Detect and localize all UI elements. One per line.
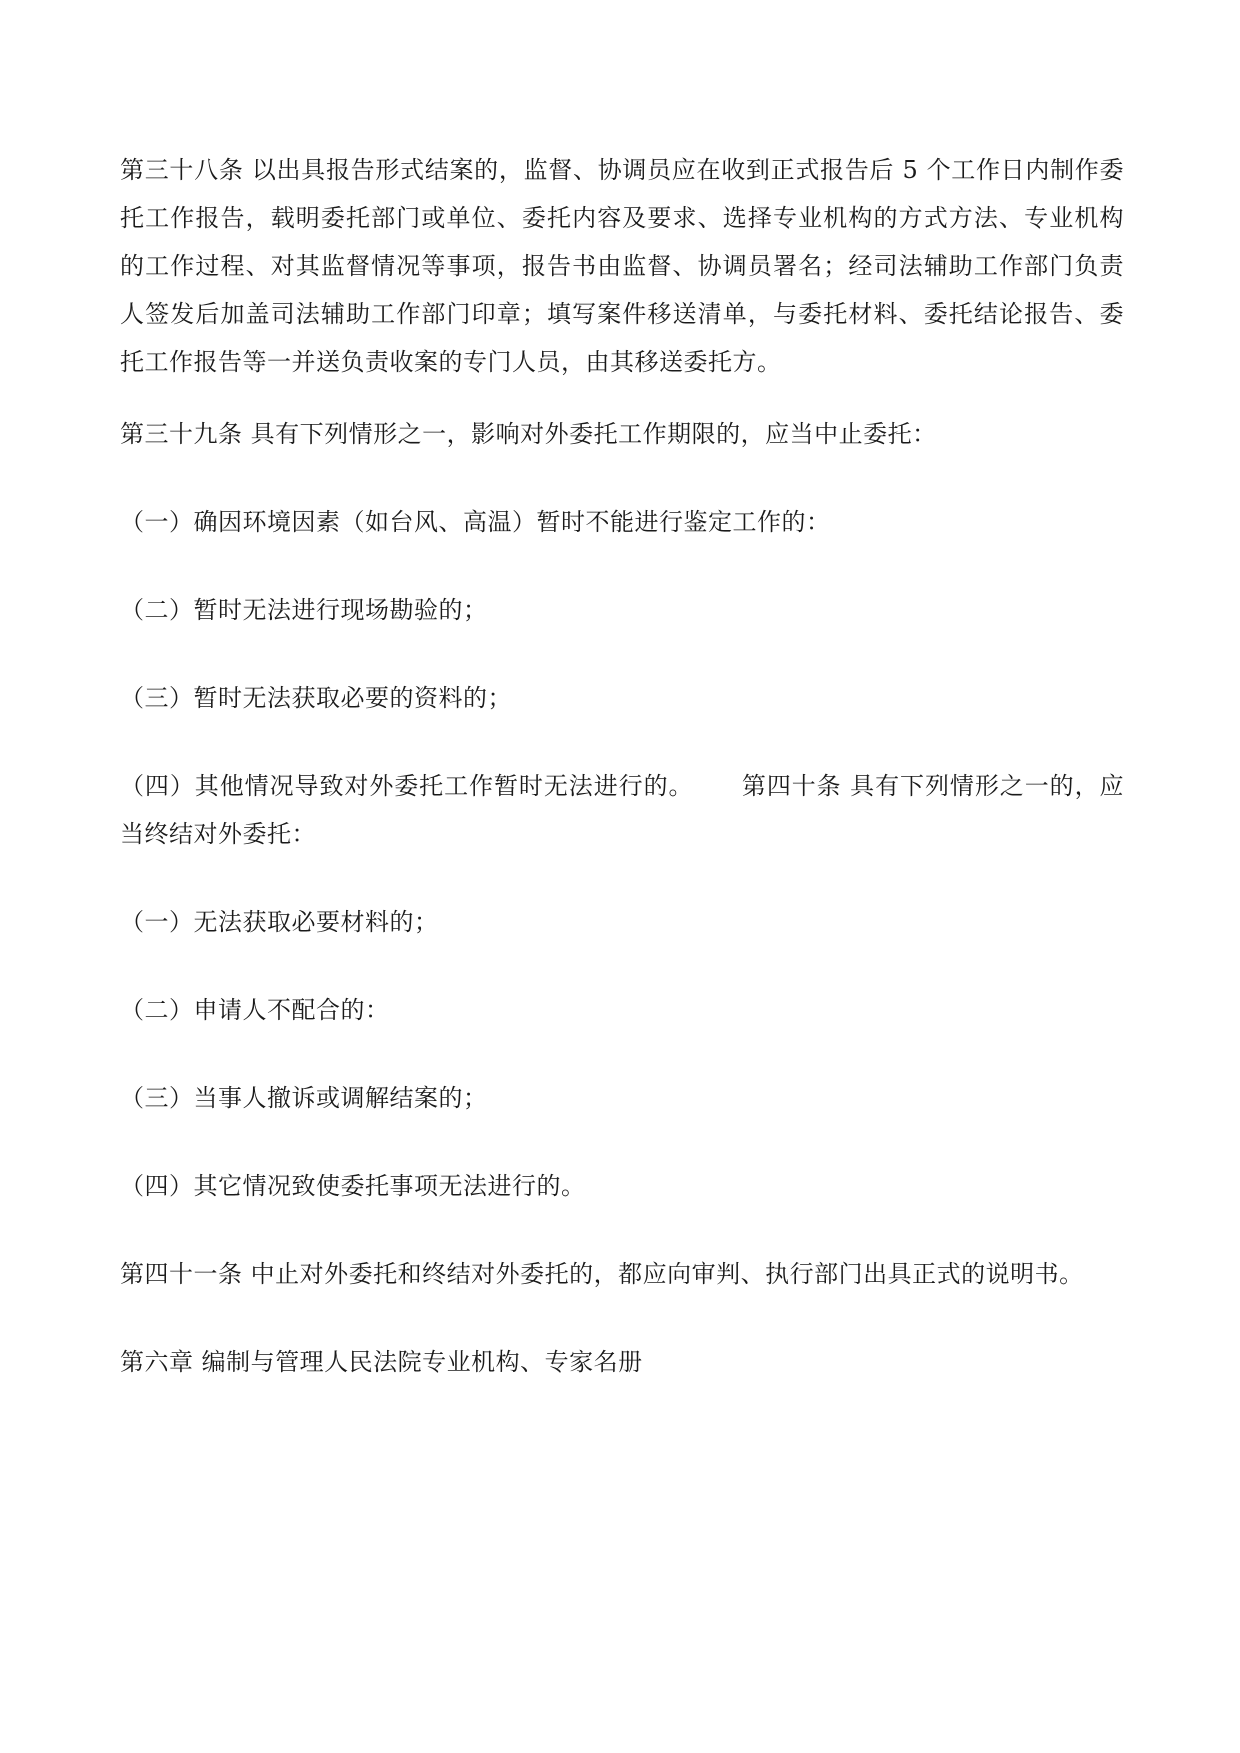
article-40-item-1: （一）无法获取必要材料的；	[120, 908, 439, 936]
article-38: 第三十八条 以出具报告形式结案的，监督、协调员应在收到正式报告后 5 个工作日内制作委托工作报告，载明委托部门或单位、委托内容及要求、选择专业机构的方式方法、专业机构的工作过程、对其监督情况等事项，报告书由监督、协调员署名；经司法辅助工作部门负责人签发后加盖司法辅助工作部门印章；填写案件移送清单，与委托材料、委托结论报告、委托工作报告等一并送负责收案的专门人员，由其移送委托方。	[120, 156, 1124, 376]
article-39-item-2: （二）暂时无法进行现场勘验的；	[120, 596, 488, 624]
article-40: 第四十条 具有下列情形之一的，应当终结对外委托：	[120, 772, 1124, 848]
article-40-item-2: （二）申请人不配合的：	[120, 996, 390, 1024]
article-41: 第四十一条 中止对外委托和终结对外委托的，都应向审判、执行部门出具正式的说明书。	[120, 1260, 1084, 1288]
article-39: 第三十九条 具有下列情形之一，影响对外委托工作期限的，应当中止委托：	[120, 420, 937, 448]
article-39-item-1: （一）确因环境因素（如台风、高温）暂时不能进行鉴定工作的：	[120, 508, 831, 536]
chapter-6-heading: 第六章 编制与管理人民法院专业机构、专家名册	[120, 1348, 643, 1376]
article-39-item-3: （三）暂时无法获取必要的资料的；	[120, 684, 512, 712]
article-39-item-4: （四）其他情况导致对外委托工作暂时无法进行的。	[120, 772, 694, 800]
article-40-item-4: （四）其它情况致使委托事项无法进行的。	[120, 1172, 586, 1200]
article-39-item-4-and-article-40	[120, 762, 1124, 858]
article-40-item-3: （三）当事人撤诉或调解结案的；	[120, 1084, 488, 1112]
